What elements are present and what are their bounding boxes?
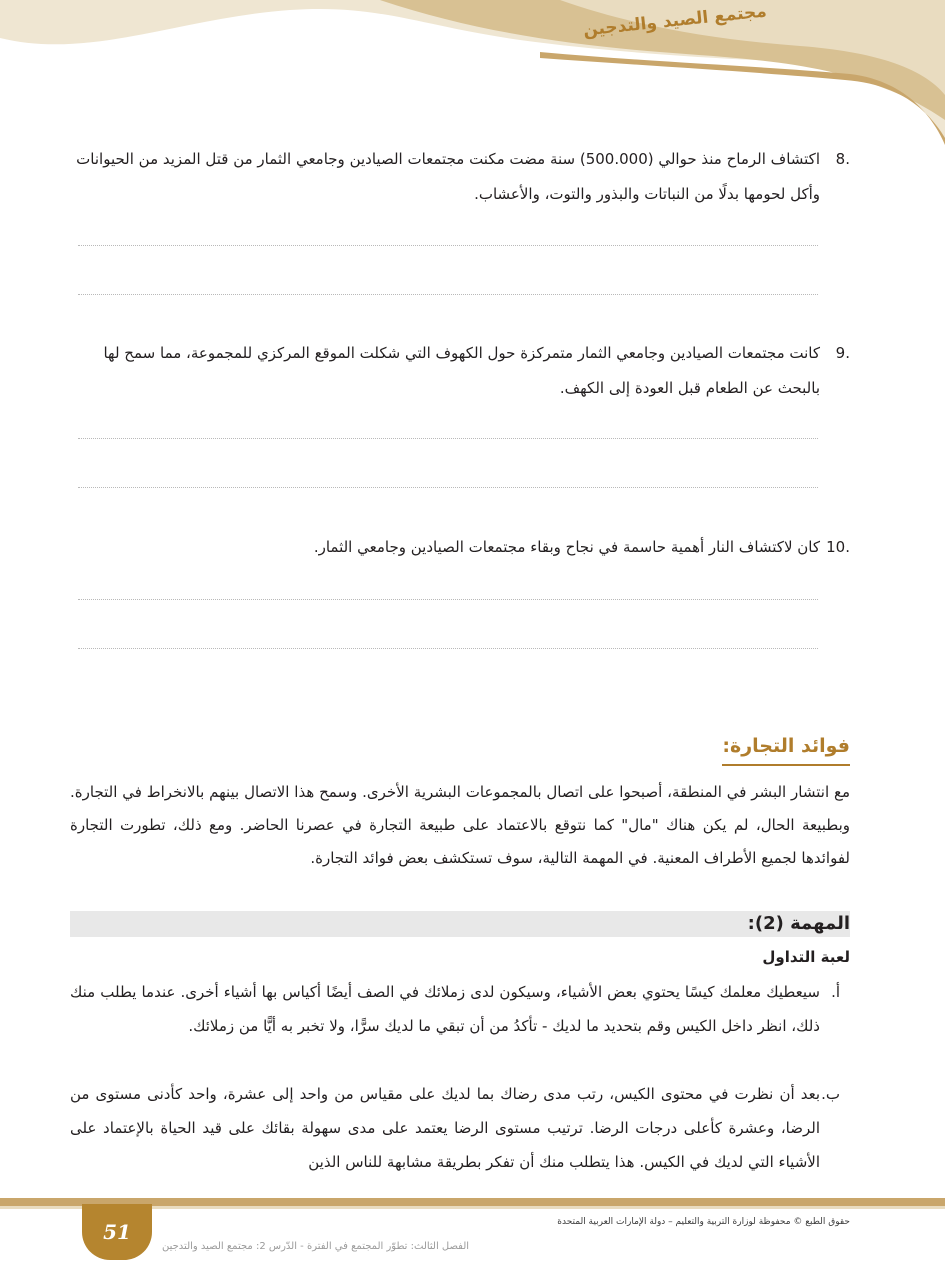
task-title: المهمة (2):: [747, 913, 850, 934]
item-letter: ب.: [821, 1085, 840, 1103]
answer-line[interactable]: [78, 648, 818, 649]
question-text: اكتشاف الرماح منذ حوالي (500.000) سنة مضت مكنت مجتمعات الصيادين وجامعي الثمار من قتل المزيد من الحيوانات وأكل لحومها بدلًا من النباتات والبذور والتوت، والأعشاب.: [76, 150, 820, 203]
item-text: سيعطيك معلمك كيسًا يحتوي بعض الأشياء، وسيكون لدى زملائك في الصف أيضًا أكياس بها أشياء أخرى. عندما يطلب منك ذلك، انظر داخل الكيس وقم بتحديد ما لديك - تأكدُ من أن تبقي ما لديك سرًّا، ولا تخبر به أيًّا من زملائك.: [70, 983, 820, 1035]
copyright-notice: حقوق الطبع © محفوظة لوزارة التربية والتعليم – دولة الإمارات العربية المتحدة: [557, 1217, 850, 1227]
page-number: 51: [82, 1204, 152, 1260]
question-8: [70, 142, 850, 212]
answer-line[interactable]: [78, 294, 818, 295]
question-number: .9: [835, 344, 850, 362]
chapter-title: مجتمع الصيد والتدجين: [582, 1, 768, 41]
answer-line[interactable]: [78, 487, 818, 488]
task-item-a: [70, 975, 850, 1043]
task-subtitle: لعبة التداول: [762, 948, 850, 966]
question-9: [70, 336, 850, 406]
question-number: .10: [826, 538, 850, 556]
task-item-b: [70, 1077, 850, 1179]
header-banner: [0, 0, 945, 150]
answer-line[interactable]: [78, 245, 818, 246]
item-letter: أ.: [831, 983, 840, 1001]
lesson-reference: الفصل الثالث: تطوّر المجتمع في الفترة - الدّرس 2: مجتمع الصيد والتدجين: [162, 1241, 470, 1252]
question-text: كانت مجتمعات الصيادين وجامعي الثمار متمركزة حول الكهوف التي شكلت الموقع المركزي للمجموعة، مما سمح لها بالبحث عن الطعام قبل العودة إلى الكهف.: [103, 344, 820, 397]
section-title-trade: فوائد التجارة:: [722, 730, 850, 766]
item-text: بعد أن نظرت في محتوى الكيس، رتب مدى رضاك بما لديك على مقياس من واحد إلى عشرة، واحد كأدنى مستوى من الرضا، وعشرة كأعلى درجات الرضا. ترتيب مستوى الرضا يعتمد على مدى سهولة بقائك على قيد الحياة بالإعتماد على الأشياء التي لديك في الكيس. هذا يتطلب منك أن تفكر بطريقة مشابهة للناس الذين: [70, 1085, 820, 1171]
trade-paragraph: مع انتشار البشر في المنطقة، أصبحوا على اتصال بالمجموعات البشرية الأخرى. وسمح هذا الاتصال بينهم بالانخراط في التجارة. وبطبيعة الحال، لم يكن هناك "مال" كما نتوقع بالاعتماد على طبيعة التجارة في عصرنا الحاضر. ومع ذلك، تطورت التجارة لفوائدها لجميع الأطراف المعنية. في المهمة التالية، سوف تستكشف بعض فوائد التجارة.: [70, 783, 850, 867]
question-10: [70, 530, 850, 565]
task-header: [70, 911, 850, 937]
question-number: .8: [835, 150, 850, 168]
question-text: كان لاكتشاف النار أهمية حاسمة في نجاح وبقاء مجتمعات الصيادين وجامعي الثمار.: [313, 538, 820, 556]
answer-line[interactable]: [78, 438, 818, 439]
answer-line[interactable]: [78, 599, 818, 600]
